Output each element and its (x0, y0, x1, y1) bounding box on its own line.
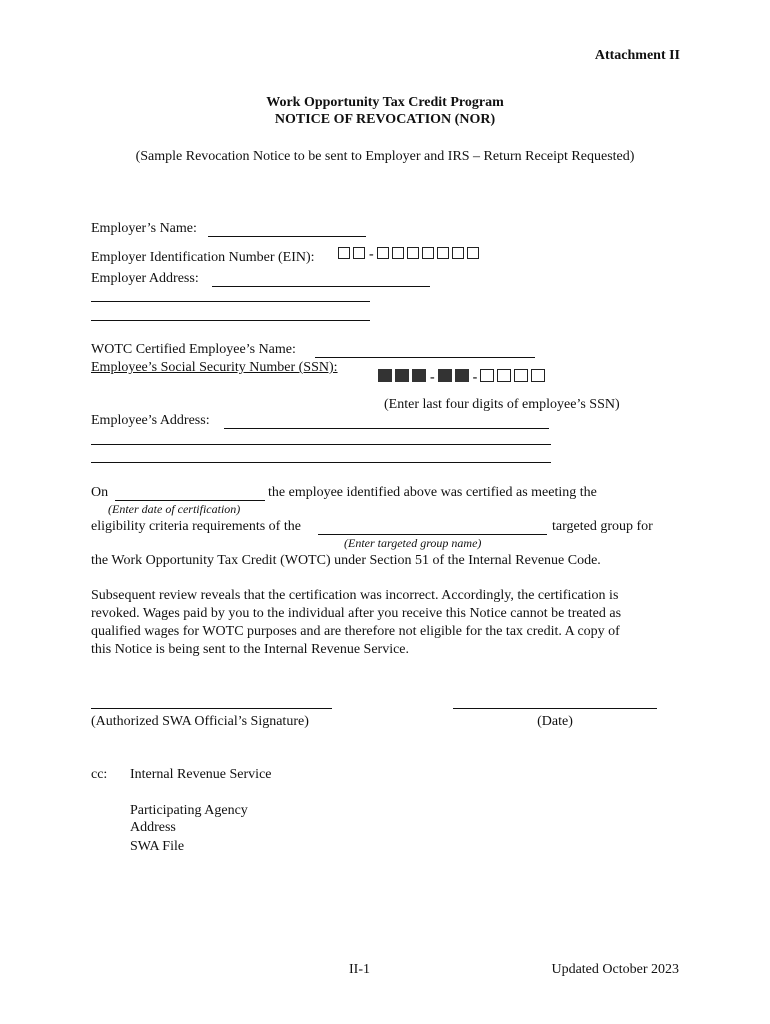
ssn-digit-box[interactable] (480, 369, 494, 382)
wotc-line: the Work Opportunity Tax Credit (WOTC) under Section 51 of the Internal Revenue Code. (91, 553, 601, 568)
signature-date-label: (Date) (537, 714, 573, 729)
cc-recipient: Participating Agency (130, 803, 248, 818)
ssn-masked-box (395, 369, 409, 382)
revocation-paragraph-line: revoked. Wages paid by you to the individual after you receive this Notice cannot be treated as (91, 606, 622, 621)
ssn-masked-box (378, 369, 392, 382)
ssn-digit-box[interactable] (531, 369, 545, 382)
ein-digit-box[interactable] (422, 247, 434, 259)
date-hint: (Enter date of certification) (108, 502, 241, 516)
ssn-dash: - (430, 370, 435, 385)
employer-address-label: Employer Address: (91, 271, 199, 286)
employer-address-field-3[interactable] (91, 320, 370, 321)
ssn-digit-box[interactable] (497, 369, 511, 382)
ssn-digit-box[interactable] (514, 369, 528, 382)
ssn-label: Employee’s Social Security Number (SSN): (91, 360, 338, 375)
signature-date-field[interactable] (453, 708, 657, 709)
ein-digit-box[interactable] (452, 247, 464, 259)
updated-date: Updated October 2023 (551, 962, 679, 977)
cc-recipient: SWA File (130, 839, 185, 854)
ssn-boxes[interactable] (378, 369, 548, 386)
employer-address-field-1[interactable] (212, 286, 430, 287)
program-title: Work Opportunity Tax Credit Program (266, 95, 504, 110)
employee-name-label: WOTC Certified Employee’s Name: (91, 342, 296, 357)
targeted-text: targeted group for (552, 519, 653, 534)
ein-digit-box[interactable] (392, 247, 404, 259)
revocation-paragraph-line: Subsequent review reveals that the certification was incorrect. Accordingly, the certification is (91, 588, 619, 603)
ein-digit-box[interactable] (353, 247, 365, 259)
revocation-paragraph-line: this Notice is being sent to the Internal Revenue Service. (91, 642, 410, 657)
employee-address-label: Employee’s Address: (91, 413, 210, 428)
certified-text: the employee identified above was certified as meeting the (268, 485, 597, 500)
group-hint: (Enter targeted group name) (344, 536, 482, 550)
cc-recipient: Address (130, 820, 176, 835)
on-text: On (91, 485, 109, 500)
ein-label: Employer Identification Number (EIN): (91, 250, 315, 265)
employee-address-field-1[interactable] (224, 428, 549, 429)
official-signature-field[interactable] (91, 708, 332, 709)
ein-boxes[interactable] (338, 247, 482, 263)
employer-address-field-2[interactable] (91, 301, 370, 302)
employee-name-field[interactable] (315, 357, 535, 358)
attachment-label: Attachment II (594, 48, 680, 63)
targeted-group-field[interactable] (318, 534, 547, 535)
official-signature-label: (Authorized SWA Official’s Signature) (91, 714, 309, 729)
notice-title: NOTICE OF REVOCATION (NOR) (274, 112, 496, 127)
ein-digit-box[interactable] (437, 247, 449, 259)
ssn-masked-box (455, 369, 469, 382)
ssn-masked-box (412, 369, 426, 382)
eligibility-text: eligibility criteria requirements of the (91, 519, 301, 534)
employer-name-label: Employer’s Name: (91, 221, 197, 236)
revocation-paragraph-line: qualified wages for WOTC purposes and are therefore not eligible for the tax credit. A copy of (91, 624, 620, 639)
ein-digit-box[interactable] (407, 247, 419, 259)
certification-date-field[interactable] (115, 500, 265, 501)
cc-recipient: Internal Revenue Service (130, 767, 272, 782)
ein-digit-box[interactable] (467, 247, 479, 259)
ein-dash: - (369, 247, 374, 262)
ssn-masked-box (438, 369, 452, 382)
ein-digit-box[interactable] (338, 247, 350, 259)
cc-label: cc: (91, 767, 108, 782)
ssn-dash: - (472, 370, 478, 385)
notice-subtitle: (Sample Revocation Notice to be sent to Employer and IRS – Return Receipt Requested) (135, 149, 635, 164)
ssn-note: (Enter last four digits of employee’s SSN) (384, 397, 620, 412)
ein-digit-box[interactable] (377, 247, 389, 259)
employee-address-field-2[interactable] (91, 444, 551, 445)
employee-address-field-3[interactable] (91, 462, 551, 463)
employer-name-field[interactable] (208, 236, 366, 237)
page-number: II-1 (349, 962, 370, 977)
